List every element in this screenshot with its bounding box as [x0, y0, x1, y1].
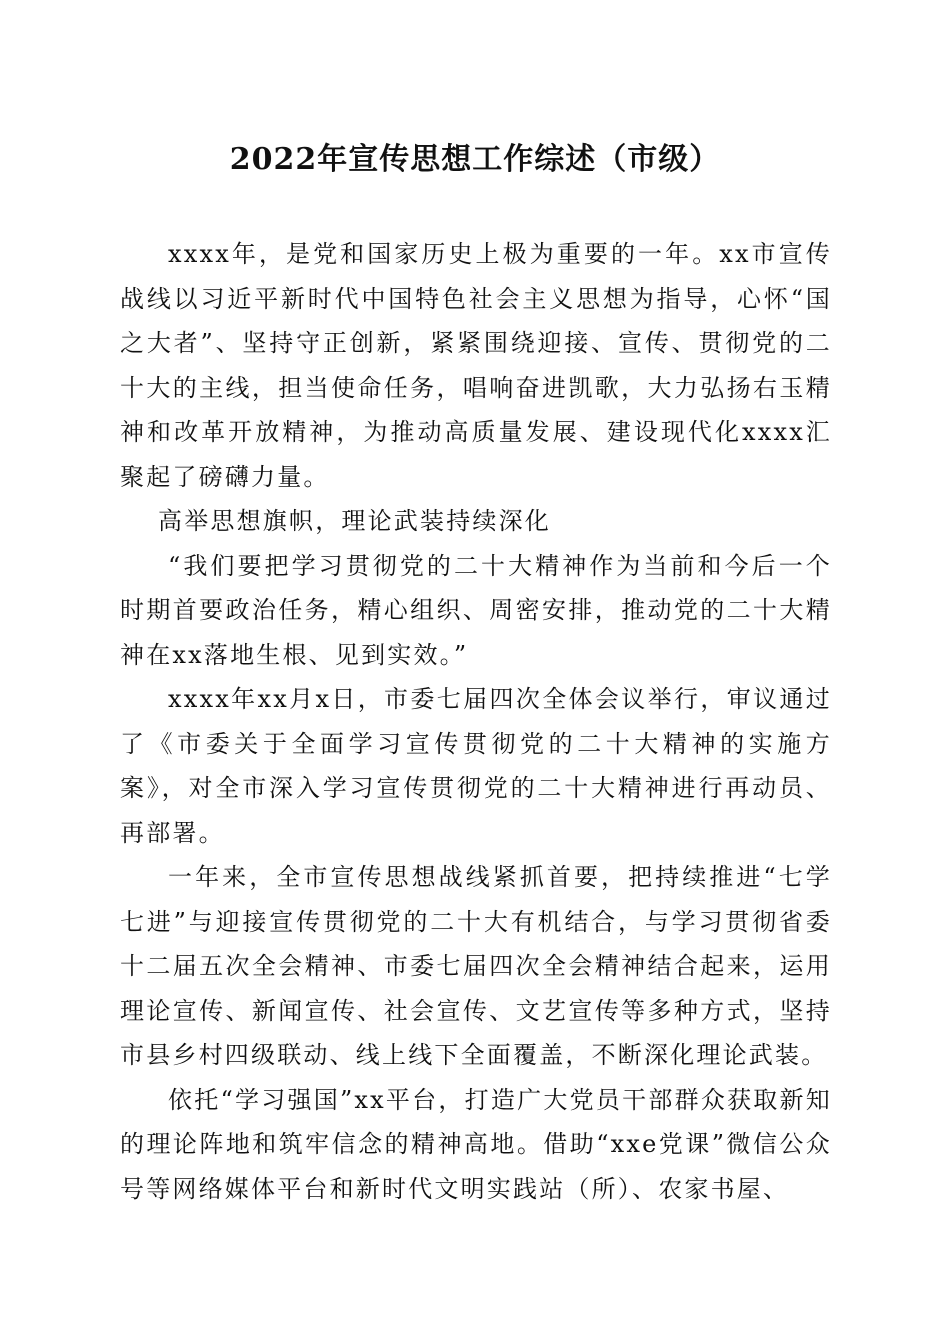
paragraph-quote: “我们要把学习贯彻党的二十大精神作为当前和今后一个时期首要政治任务，精心组织、周密安排，推动党的二十大精神在xx落地生根、见到实效。” [120, 551, 832, 669]
section-heading: 高举思想旗帜，理论武装持续深化 [158, 507, 551, 535]
document-title: 2022年宣传思想工作综述（市级） [229, 142, 721, 177]
paragraph-platforms: 依托“学习强国”xx平台，打造广大党员干部群众获取新知的理论阵地和筑牢信念的精神高地。借助“xxe党课”微信公众号等网络媒体平台和新时代文明实践站（所）、农家书屋、 [120, 1085, 832, 1203]
paragraph-year-review: 一年来，全市宣传思想战线紧抓首要，把持续推进“七学七进”与迎接宣传贯彻党的二十大有机结合，与学习贯彻省委十二届五次全会精神、市委七届四次全会精神结合起来，运用理论宣传、新闻宣传、社会宣传、文艺宣传等多种方式，坚持市县乡村四级联动、线上线下全面覆盖，不断深化理论武装。 [120, 863, 832, 1069]
paragraph-meeting: xxxx年xx月x日，市委七届四次全体会议举行，审议通过了《市委关于全面学习宣传贯彻党的二十大精神的实施方案》，对全市深入学习宣传贯彻党的二十大精神进行再动员、再部署。 [120, 685, 832, 847]
document-body [120, 232, 832, 1211]
paragraph-intro: xxxx年，是党和国家历史上极为重要的一年。xx市宣传战线以习近平新时代中国特色社会主义思想为指导，心怀“国之大者”、坚持守正创新，紧紧围绕迎接、宣传、贯彻党的二十大的主线，担当使命任务，唱响奋进凯歌，大力弘扬右玉精神和改革开放精神，为推动高质量发展、建设现代化xxxx汇聚起了磅礴力量。 [120, 240, 832, 491]
